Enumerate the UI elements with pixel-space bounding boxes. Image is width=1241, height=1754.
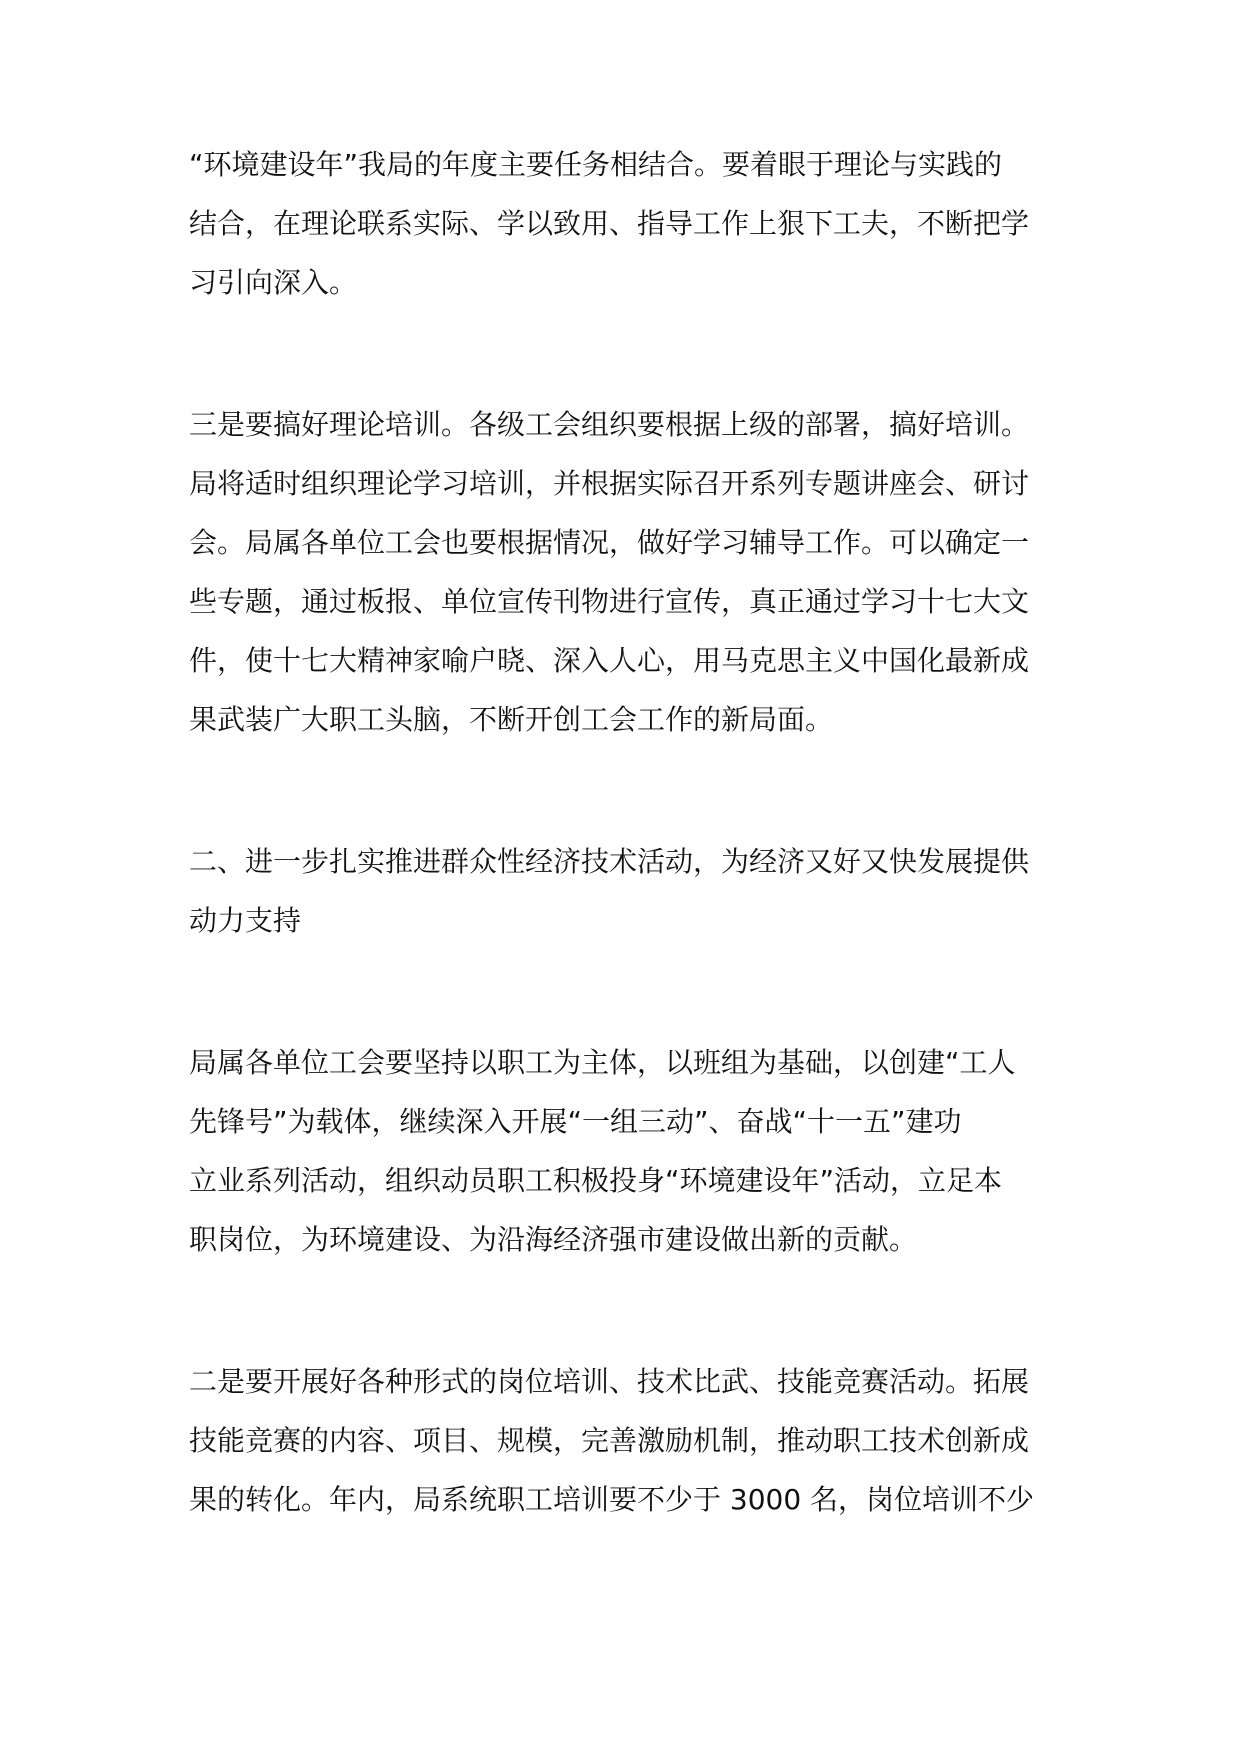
paragraph-line: 先锋号”为载体，继续深入开展“一组三动”、奋战“十一五”建功	[189, 1105, 962, 1138]
heading-line: 动力支持	[189, 904, 302, 937]
paragraph-line: 立业系列活动，组织动员职工积极投身“环境建设年”活动，立足本	[189, 1164, 1003, 1197]
heading-line: 二、进一步扎实推进群众性经济技术活动，为经济又好又快发展提供	[189, 845, 1030, 878]
paragraph-line: 三是要搞好理论培训。各级工会组织要根据上级的部署，搞好培训。	[189, 408, 1030, 441]
paragraph-line: 习引向深入。	[189, 266, 358, 299]
paragraph-line: 职岗位，为环境建设、为沿海经济强市建设做出新的贡献。	[189, 1223, 918, 1256]
paragraph-line: 二是要开展好各种形式的岗位培训、技术比武、技能竞赛活动。拓展	[189, 1365, 1030, 1398]
paragraph-line: 果武装广大职工头脑，不断开创工会工作的新局面。	[189, 703, 834, 736]
paragraph-line: “环境建设年”我局的年度主要任务相结合。要着眼于理论与实践的	[189, 148, 1003, 181]
paragraph-line: 局属各单位工会要坚持以职工为主体，以班组为基础，以创建“工人	[189, 1046, 1016, 1079]
paragraph-line: 局将适时组织理论学习培训，并根据实际召开系列专题讲座会、研讨	[189, 467, 1030, 500]
paragraph-line: 件，使十七大精神家喻户晓、深入人心，用马克思主义中国化最新成	[189, 644, 1030, 677]
paragraph-line: 结合，在理论联系实际、学以致用、指导工作上狠下工夫，不断把学	[189, 207, 1030, 240]
paragraph-line: 技能竞赛的内容、项目、规模，完善激励机制，推动职工技术创新成	[189, 1424, 1030, 1457]
paragraph-line: 些专题，通过板报、单位宣传刊物进行宣传，真正通过学习十七大文	[189, 585, 1030, 618]
paragraph-line: 果的转化。年内，局系统职工培训要不少于 3000 名，岗位培训不少	[189, 1483, 1035, 1516]
paragraph-line: 会。局属各单位工会也要根据情况，做好学习辅导工作。可以确定一	[189, 526, 1030, 559]
